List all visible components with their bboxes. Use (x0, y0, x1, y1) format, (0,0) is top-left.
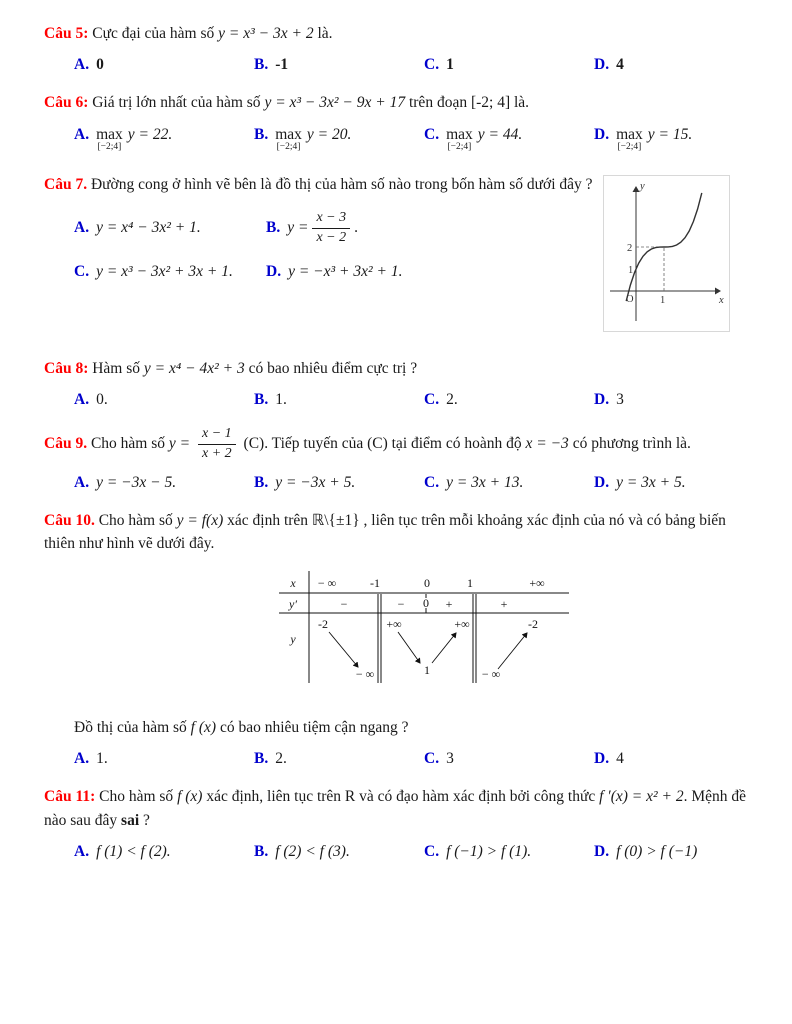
question-8-intro: Hàm số (92, 359, 141, 377)
x-value: 0 (424, 576, 430, 591)
option-letter: B. (254, 125, 269, 143)
question-10-text (44, 509, 748, 556)
option-text: -1 (275, 56, 289, 74)
option-a (74, 56, 254, 74)
option-text: 2. (446, 391, 458, 409)
option-letter: B. (254, 750, 269, 768)
option-text: 1. (96, 750, 108, 768)
option-prefix: y = (287, 219, 309, 237)
option-d (594, 843, 697, 861)
dy-sign: − (397, 597, 405, 612)
option-b (254, 126, 424, 153)
option-letter: D. (594, 842, 610, 860)
question-5-options (74, 56, 748, 74)
y-limit: − ∞ (355, 667, 375, 682)
option-a (74, 219, 266, 237)
fraction (312, 210, 350, 247)
question-10-subquestion (74, 716, 748, 739)
question-8-formula: y = x⁴ − 4x² + 3 (143, 359, 245, 377)
dy-sign: + (445, 597, 453, 612)
option-text: y = 3x + 5. (616, 473, 686, 491)
question-9-prefix: y = (168, 434, 191, 452)
domain-set: ℝ\{±1} (311, 511, 360, 529)
y-value-end: -2 (528, 617, 538, 632)
option-text: y = 3x + 13. (446, 473, 524, 491)
option-text: y = −x³ + 3x² + 1. (288, 262, 403, 280)
option-value: y = 22. (127, 125, 173, 143)
option-text: f (2) < f (3). (275, 842, 350, 860)
arrow-down-icon (329, 632, 358, 667)
option-letter: B. (254, 391, 269, 409)
variation-table-wrap (279, 571, 748, 688)
y-value-start: -2 (318, 617, 328, 632)
question-6 (44, 91, 748, 153)
option-letter: B. (254, 473, 269, 491)
max-interval: [−2;4] (447, 142, 472, 153)
question-8-label: Câu 8: (44, 359, 89, 377)
y-limit: − ∞ (481, 667, 501, 682)
question-9-options (74, 474, 748, 492)
question-9 (44, 426, 748, 492)
option-letter: A. (74, 473, 90, 491)
fraction-numerator: x − 1 (198, 426, 236, 445)
question-6-formula: y = x³ − 3x² − 9x + 17 (264, 94, 406, 112)
row-x-label: x (290, 576, 296, 591)
option-c (424, 56, 594, 74)
max-word: max (446, 125, 473, 143)
question-7-options (74, 210, 504, 281)
option-letter: A. (74, 842, 90, 860)
option-a (74, 126, 254, 153)
option-c (424, 126, 594, 153)
question-11-options (74, 843, 748, 861)
y-limit: +∞ (454, 617, 470, 632)
question-9-intro: Cho hàm số (90, 434, 166, 452)
arrow-up-icon (432, 633, 456, 663)
option-a (74, 750, 254, 768)
option-d (266, 263, 458, 281)
q7-graph-box (603, 175, 730, 332)
variation-table (279, 571, 569, 683)
question-5-formula: y = x³ − 3x + 2 (218, 25, 314, 42)
option-text: 0. (96, 391, 108, 409)
option-letter: A. (74, 125, 90, 143)
option-d (594, 750, 624, 768)
option-text: 0 (96, 56, 104, 74)
max-interval: [−2;4] (617, 142, 642, 153)
cubic-curve-graph (604, 176, 729, 326)
option-text: 4 (616, 750, 624, 768)
option-a (74, 474, 254, 492)
dy-sign: − (340, 597, 348, 612)
option-text: y = x⁴ − 3x² + 1. (96, 219, 201, 237)
max-interval: [−2;4] (97, 142, 122, 153)
question-10-label: Câu 10. (44, 511, 95, 529)
option-letter: D. (594, 391, 610, 409)
max-notation (275, 126, 302, 153)
option-value: y = 44. (477, 125, 523, 143)
question-10-intro: Cho hàm số (98, 511, 173, 529)
option-letter: C. (424, 473, 440, 491)
question-7 (44, 173, 748, 353)
origin-label: O (626, 293, 634, 305)
arrow-up-icon (498, 633, 527, 669)
option-text: 1 (446, 56, 454, 74)
option-a (74, 391, 254, 409)
option-b (254, 56, 424, 74)
question-11-keyword: sai (121, 811, 140, 829)
y-min-value: 1 (424, 663, 430, 678)
y-tick-1: 1 (628, 264, 634, 276)
max-notation (616, 126, 643, 153)
x-value: -1 (370, 576, 380, 591)
question-11-function: f (x) (177, 788, 203, 806)
question-7-text (44, 173, 599, 196)
max-notation (446, 126, 473, 153)
fraction-denominator: x − 2 (316, 229, 347, 245)
question-11-formula: f ′(x) = x² + 2 (599, 788, 684, 806)
option-text: 2. (275, 750, 287, 768)
option-text: f (−1) > f (1). (446, 842, 532, 860)
question-11-tail: . Mệnh đề nào sau đây (44, 788, 747, 829)
option-c (424, 474, 594, 492)
question-11-qmark: ? (143, 811, 150, 829)
question-10 (44, 509, 748, 769)
option-text: 3 (616, 391, 624, 409)
max-word: max (275, 125, 302, 143)
question-9-label: Câu 9. (44, 434, 88, 452)
question-6-options (74, 126, 748, 153)
max-interval: [−2;4] (276, 142, 301, 153)
question-6-label: Câu 6: (44, 94, 89, 112)
y-limit: +∞ (386, 617, 402, 632)
option-b (254, 391, 424, 409)
option-letter: D. (594, 56, 610, 74)
option-b (254, 843, 424, 861)
x-axis-label: x (719, 294, 724, 306)
question-7-body: Đường cong ở hình vẽ bên là đồ thị của hàm số nào trong bốn hàm số dưới đây ? (90, 175, 593, 193)
question-11-text (44, 785, 748, 832)
option-letter: A. (74, 391, 90, 409)
option-b (266, 210, 458, 247)
option-text: 3 (446, 750, 454, 768)
option-d (594, 474, 686, 492)
option-a (74, 843, 254, 861)
subquestion-tail: có bao nhiêu tiệm cận ngang ? (219, 719, 409, 737)
question-11-label: Câu 11: (44, 788, 96, 806)
max-word: max (96, 125, 123, 143)
question-11 (44, 785, 748, 861)
question-7-label: Câu 7. (44, 175, 88, 193)
question-11-intro: Cho hàm số (99, 788, 174, 806)
y-tick-2: 2 (627, 242, 633, 254)
x-value: +∞ (529, 576, 545, 591)
question-6-intro: Giá trị lớn nhất của hàm số (92, 94, 261, 112)
option-b (254, 474, 424, 492)
row-dy-label: y′ (289, 597, 297, 612)
option-text: y = −3x + 5. (275, 473, 356, 491)
question-9-mid: (C). Tiếp tuyến của (C) tại điểm có hoành độ (243, 434, 522, 452)
subquestion-function: f (x) (190, 719, 217, 737)
option-text: y = −3x − 5. (96, 473, 177, 491)
question-5-text (44, 22, 748, 45)
question-5-tail: là. (317, 25, 333, 42)
question-5 (44, 22, 748, 74)
option-letter: D. (266, 262, 282, 280)
option-letter: A. (74, 750, 90, 768)
arrow-down-icon (398, 632, 420, 663)
option-letter: B. (254, 56, 269, 74)
subquestion-intro: Đồ thị của hàm số (74, 719, 187, 737)
question-10-mid: xác định trên (227, 511, 309, 529)
option-letter: B. (254, 842, 269, 860)
question-11-mid: xác định, liên tục trên R và có đạo hàm xác định bởi công thức (206, 788, 596, 806)
option-c (424, 843, 594, 861)
option-letter: D. (594, 473, 610, 491)
option-b (254, 750, 424, 768)
option-letter: D. (594, 125, 610, 143)
option-d (594, 56, 624, 74)
fraction (198, 426, 236, 463)
option-letter: C. (424, 56, 440, 74)
option-letter: A. (74, 56, 90, 74)
option-text: y = x³ − 3x² + 3x + 1. (96, 262, 233, 280)
max-notation (96, 126, 123, 153)
option-value: y = 15. (647, 125, 693, 143)
x-tick-1: 1 (660, 294, 666, 306)
question-9-tail: có phương trình là. (572, 434, 691, 452)
option-text: f (0) > f (−1) (616, 842, 698, 860)
question-6-text (44, 91, 748, 114)
max-word: max (616, 125, 643, 143)
option-text: f (1) < f (2). (96, 842, 171, 860)
question-8-text (44, 357, 748, 380)
option-d (594, 126, 692, 153)
option-c (74, 263, 266, 281)
option-suffix: . (354, 219, 358, 237)
question-8 (44, 357, 748, 409)
row-y-label: y (290, 632, 296, 647)
option-letter: C. (74, 262, 90, 280)
option-letter: D. (594, 750, 610, 768)
question-10-formula: y = f(x) (176, 511, 224, 529)
question-8-options (74, 391, 748, 409)
option-letter: C. (424, 842, 440, 860)
question-5-intro: Cực đại của hàm số (92, 25, 215, 42)
option-letter: A. (74, 219, 90, 237)
question-10-options (74, 750, 748, 768)
question-8-tail: có bao nhiêu điểm cực trị ? (248, 359, 418, 377)
question-6-tail: trên đoạn [-2; 4] là. (408, 94, 530, 112)
dy-sign: + (500, 597, 508, 612)
option-c (424, 391, 594, 409)
option-d (594, 391, 624, 409)
y-axis-label: y (640, 180, 645, 192)
option-value: y = 20. (306, 125, 352, 143)
option-text: 4 (616, 56, 624, 74)
question-10-tail: , liên tục trên mỗi khoảng xác định của nó và có bảng biến thiên như hình vẽ dưới đây. (44, 511, 726, 552)
x-value: 1 (467, 576, 473, 591)
option-c (424, 750, 594, 768)
dy-sign: 0 (423, 596, 429, 611)
option-letter: C. (424, 750, 440, 768)
fraction-denominator: x + 2 (201, 445, 232, 461)
option-letter: C. (424, 391, 440, 409)
question-9-text (44, 426, 748, 463)
x-value: − ∞ (317, 576, 337, 591)
option-letter: C. (424, 125, 440, 143)
question-5-label: Câu 5: (44, 25, 89, 42)
option-letter: B. (266, 219, 281, 237)
option-text: 1. (275, 391, 287, 409)
fraction-numerator: x − 3 (312, 210, 350, 229)
question-9-cond: x = −3 (525, 434, 569, 452)
